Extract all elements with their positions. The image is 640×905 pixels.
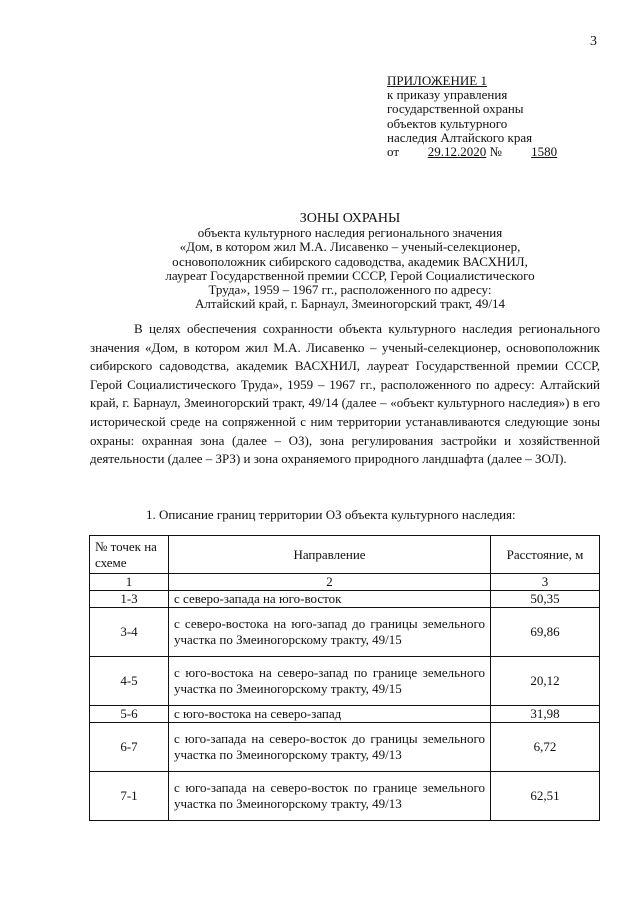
page-number: 3 (590, 34, 597, 49)
document-heading (90, 212, 610, 311)
row-direction: с северо-востока на юго-запад до границы земельного участка по Змеиногорскому тракту, 49/15 (169, 607, 491, 656)
heading-line: Алтайский край, г. Барнаул, Змеиногорский тракт, 49/14 (194, 296, 506, 312)
row-points: 3-4 (90, 607, 169, 656)
heading-line: основоположник сибирского садоводства, академик ВАСХНИЛ, (172, 253, 528, 269)
header-direction: Направление (169, 536, 491, 574)
header-points: № точек на схеме (90, 536, 169, 574)
row-direction: с юго-востока на северо-запад по границе земельного участка по Змеиногорскому тракту, 49/15 (169, 656, 491, 705)
section-title: 1. Описание границ территории ОЗ объекта культурного наследия: (146, 507, 516, 522)
boundary-table (89, 535, 600, 821)
appendix-line: объектов культурного (387, 115, 508, 131)
row-direction: с юго-запада на северо-восток до границы земельного участка по Змеиногорскому тракту, 49/13 (169, 722, 491, 771)
intro-paragraph: В целях обеспечения сохранности объекта культурного наследия регионального значения «Дом, в котором жил М.А. Лисавенко – ученый-селекционер, основоположник сибирского садоводства, академик ВАСХНИЛ, лауреат Государственной премии СССР, Герой Социалистического Труда», 1959 – 1967 гг., расположенного по адресу: Алтайский край, г. Барнаул, Змеиногорский тракт, 49/14 (далее – «объект культурного наследия») в его исторической среде на сопряженной с ним территории устанавливаются следующие зоны охраны: охранная зона (далее – ОЗ), зона регулирования застройки и хозяйственной деятельности (далее – ЗРЗ) и зона охраняемого природного ландшафта (далее – ЗОЛ). (90, 321, 600, 467)
order-number: 1580 (531, 144, 558, 160)
heading-line: объекта культурного наследия регионального значения (197, 225, 503, 241)
table-row (90, 607, 600, 656)
row-direction: с юго-запада на северо-восток по границе земельного участка по Змеиногорскому тракту, 49/13 (169, 771, 491, 820)
heading-title: ЗОНЫ ОХРАНЫ (299, 211, 401, 226)
heading-line: Труда», 1959 – 1967 гг., расположенного по адресу: (208, 282, 492, 298)
row-points: 4-5 (90, 656, 169, 705)
row-points: 5-6 (90, 705, 169, 722)
column-number: 1 (90, 574, 169, 591)
table-row (90, 705, 600, 722)
appendix-date-line (387, 145, 617, 159)
table-row (90, 722, 600, 771)
table-row (90, 656, 600, 705)
heading-line: лауреат Государственной премии СССР, Герой Социалистического (165, 267, 535, 283)
table-row (90, 590, 600, 607)
column-number: 3 (491, 574, 600, 591)
row-distance: 50,35 (491, 590, 600, 607)
appendix-title: ПРИЛОЖЕНИЕ 1 (387, 73, 487, 88)
row-points: 6-7 (90, 722, 169, 771)
row-points: 7-1 (90, 771, 169, 820)
appendix-block (387, 74, 617, 159)
column-number: 2 (169, 574, 491, 591)
row-distance: 20,12 (491, 656, 600, 705)
row-points: 1-3 (90, 590, 169, 607)
appendix-line: государственной охраны (387, 101, 524, 117)
appendix-line: к приказу управления (387, 87, 508, 103)
row-distance: 62,51 (491, 771, 600, 820)
date-prefix: от (387, 144, 400, 160)
table-column-numbers (90, 574, 600, 591)
heading-line: «Дом, в котором жил М.А. Лисавенко – ученый-селекционер, (179, 239, 521, 255)
table-row (90, 771, 600, 820)
appendix-line: наследия Алтайского края (387, 129, 533, 145)
order-date: 29.12.2020 (427, 144, 487, 160)
number-sign: № (489, 144, 502, 160)
row-distance: 69,86 (491, 607, 600, 656)
header-distance: Расстояние, м (491, 536, 600, 574)
table-header-row (90, 536, 600, 574)
row-distance: 6,72 (491, 722, 600, 771)
row-distance: 31,98 (491, 705, 600, 722)
row-direction: с северо-запада на юго-восток (169, 590, 491, 607)
row-direction: с юго-востока на северо-запад (169, 705, 491, 722)
